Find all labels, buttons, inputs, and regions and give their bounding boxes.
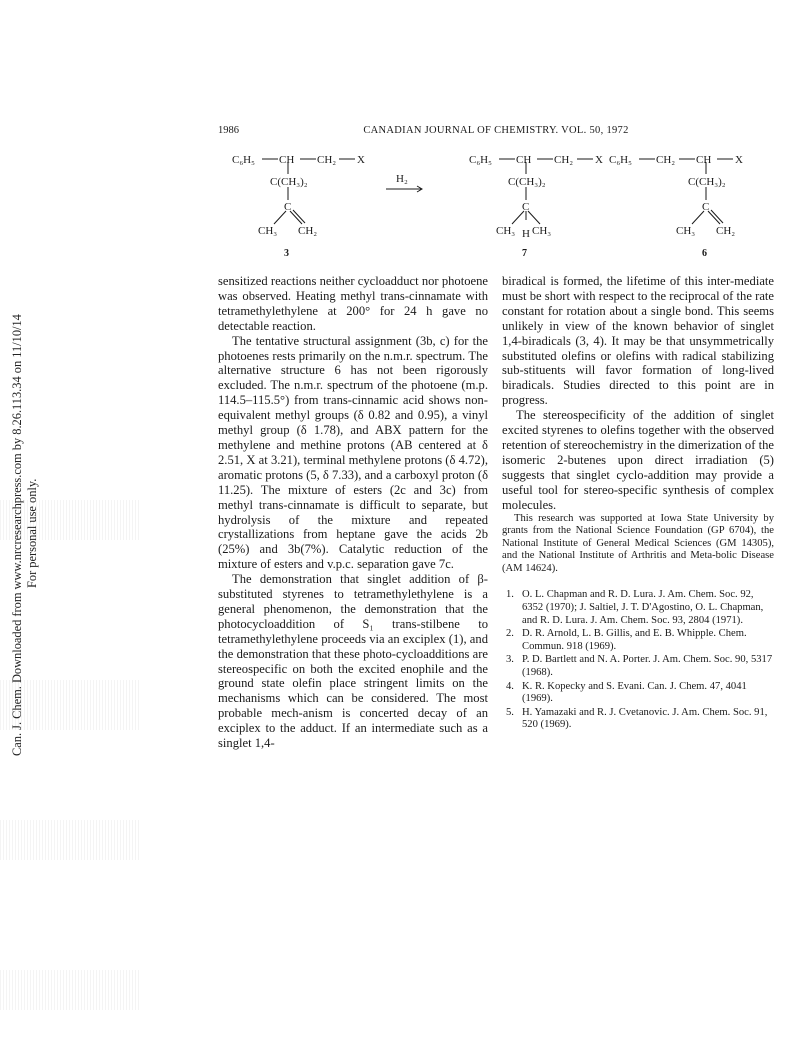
reference-text: D. R. Arnold, L. B. Gillis, and E. B. Whipple. Chem. Commun. 918 (1969). <box>522 628 747 652</box>
phenyl-label: C₆H₅ <box>469 154 492 166</box>
methylene-label: CH₂ <box>656 154 676 166</box>
left-column <box>218 274 488 751</box>
substituent-x-label: X <box>735 154 743 166</box>
methyl-label: CH₃ <box>532 225 552 237</box>
paragraph: The tentative structural assignment (3b, c) for the photoenes rests primarily on the n.m.r. spectrum. The alternative structure 6 has not been rigorously excluded. The n.m.r. spectrum of the photoene (m.p. 114.5–115.5°) from trans-cinnamic acid shows non-equivalent methyl groups (δ 0.82 and 0.95), a vinyl methyl group (δ 1.78), and ABX pattern for the methylene and methine protons (AB centered at δ 2.51, X at 3.21), terminal methylene protons (δ 4.72), aromatic protons (5, δ 7.33), and a carboxyl proton (δ 11.25). The mixture of esters (2c and 3c) from methyl trans-cinnamate is difficult to separate, but hydrolysis of the mixture and repeated crystallizations from heptane gave the acids 2b (25%) and 3b(7%). Catalytic reduction of the mixture of esters and v.p.c. separation gave 7c. <box>218 333 488 572</box>
reference-item <box>502 628 774 653</box>
right-column <box>502 274 774 733</box>
paragraph: biradical is formed, the lifetime of this inter-mediate must be short with respect to the reciprocal of the rate constant for rotation about a single bond. This seems unlikely in view of the known behavior of singlet 1,4-biradicals (3, 4). It may be that unsymmetrically substituted olefins or olefins with radical stabilizing sub-stituents will favor formation of long-lived biradicals. Studies directed to this point are in progress. <box>502 274 774 408</box>
reference-item <box>502 589 774 627</box>
page-number: 1986 <box>218 125 239 136</box>
vinyl-carbon-label: C <box>702 201 710 213</box>
reference-number: 1. <box>506 589 514 601</box>
reagent-label: H₂ <box>396 173 408 185</box>
download-notice <box>3 280 43 760</box>
download-notice-line2: For personal use only. <box>25 478 39 588</box>
phenyl-label: C₆H₅ <box>609 154 632 166</box>
methyl-label: CH₃ <box>496 225 516 237</box>
scan-artifact <box>0 820 140 860</box>
reference-number: 3. <box>506 654 514 666</box>
scan-artifact <box>0 970 140 1010</box>
reference-item <box>502 681 774 706</box>
reference-number: 4. <box>506 680 514 692</box>
methine-label: CH <box>516 154 532 166</box>
paragraph: sensitized reactions neither cycloadduct nor photoene was observed. Heating methyl trans-cinnamate with tetramethylethylene at 200° for 24 h gave no detectable reaction. <box>218 274 488 333</box>
phenyl-label: C₆H₅ <box>232 154 255 166</box>
journal-title: CANADIAN JOURNAL OF CHEMISTRY. VOL. 50, 1972 <box>363 125 629 136</box>
dimethyl-carbon-label: C(CH₃)₂ <box>270 176 308 188</box>
reference-item <box>502 654 774 679</box>
paragraph: The demonstration that singlet addition of β-substituted styrenes to tetramethylethylene is a general phenomenon, the demonstration that the photocycloaddition of S₁ trans-stilbene to tetramethylethylene proceeds via an exciplex (1), and the demonstration that these photo-cycloadditions are stereospecific on both the excited enophile and the ground state olefin place stringent limits on the mechanisms which can be considered. The most probable mech-anism is concerted decay of an exciplex to the adduct. If an intermediate such as a singlet 1,4- <box>218 572 488 751</box>
methylene-label: CH₂ <box>554 154 574 166</box>
methine-label: CH <box>279 154 295 166</box>
dimethyl-carbon-label: C(CH₃)₂ <box>508 176 546 188</box>
reaction-scheme <box>218 148 778 264</box>
reference-number: 2. <box>506 628 514 640</box>
compound-number-3: 3 <box>284 248 289 259</box>
substituent-x-label: X <box>357 154 365 166</box>
reference-item <box>502 707 774 732</box>
methyl-label: CH₃ <box>676 225 696 237</box>
reference-text: P. D. Bartlett and N. A. Porter. J. Am. Chem. Soc. 90, 5317 (1968). <box>522 654 773 679</box>
reference-text: H. Yamazaki and R. J. Cvetanovic. J. Am. Chem. Soc. 91, 520 (1969). <box>522 706 768 731</box>
compound-number-7: 7 <box>522 248 527 259</box>
compound-number-6: 6 <box>702 248 707 259</box>
reference-text: K. R. Kopecky and S. Evani. Can. J. Chem. 47, 4041 (1969). <box>522 680 747 705</box>
dimethyl-carbon-label: C(CH₃)₂ <box>688 176 726 188</box>
terminal-methylene-label: CH₂ <box>298 225 318 237</box>
paragraph: The stereospecificity of the addition of singlet excited styrenes to olefins together with the observed retention of stereochemistry in the dimerization of the isomeric 2-butenes upon direct irradiation (5) suggests that singlet cyclo-addition may provide a useful tool for stereo-specific synthesis of complex molecules. <box>502 408 774 512</box>
reference-list <box>502 589 774 732</box>
methyl-label: CH₃ <box>258 225 278 237</box>
acknowledgement: This research was supported at Iowa State University by grants from the National Science Foundation (GP 6704), the National Institute of General Medical Sciences (GM 14305), and the National Institute of Arthritis and Meta-bolic Disease (AM 14624). <box>502 512 774 574</box>
methine-carbon-label: C <box>522 201 530 213</box>
download-notice-line1: Can. J. Chem. Downloaded from www.nrcresearchpress.com by 8.26.113.34 on 11/10/14 <box>10 314 24 756</box>
methine-label: CH <box>696 154 712 166</box>
methylene-label: CH₂ <box>317 154 337 166</box>
hydrogen-label: H <box>522 228 530 240</box>
substituent-x-label: X <box>595 154 603 166</box>
terminal-methylene-label: CH₂ <box>716 225 736 237</box>
reference-number: 5. <box>506 706 514 718</box>
running-header <box>218 125 774 141</box>
reference-text: O. L. Chapman and R. D. Lura. J. Am. Chem. Soc. 92, 6352 (1970); J. Saltiel, J. T. D'Agostino, O. L. Chapman, and R. D. Lura. J. Am. Chem. Soc. 93, 2804 (1971). <box>522 589 764 626</box>
vinyl-carbon-label: C <box>284 201 292 213</box>
